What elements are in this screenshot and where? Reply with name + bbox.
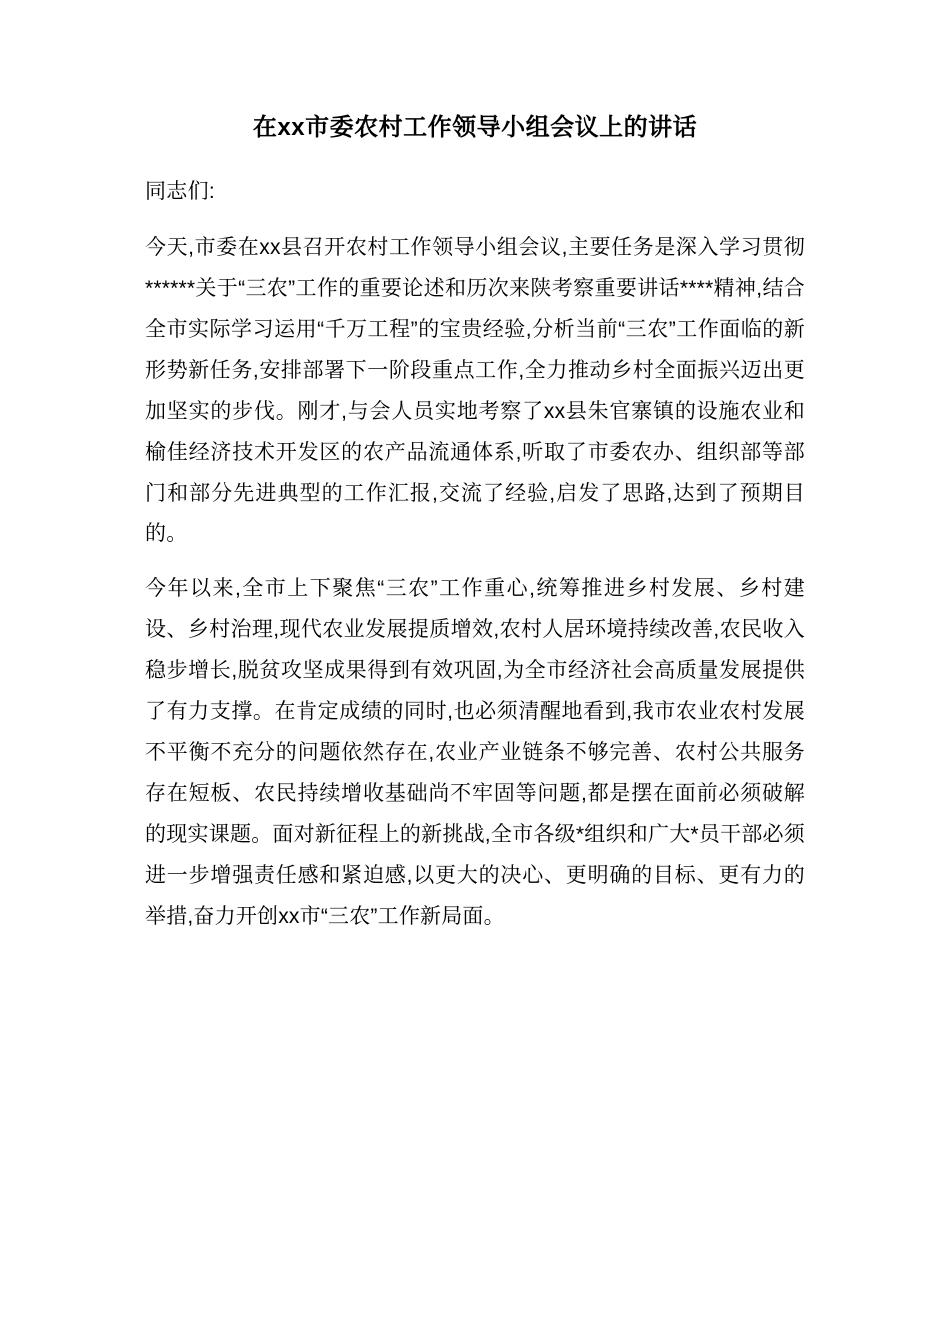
salutation: 同志们:: [145, 180, 216, 203]
page-title: 在xx市委农村工作领导小组会议上的讲话: [252, 114, 698, 141]
paragraph-1: 今天,市委在xx县召开农村工作领导小组会议,主要任务是深入学习贯彻******关于“三农”工作的重要论述和历次来陕考察重要讲话****精神,结合全市实际学习运用“千万工程”的宝贵经验,分析当前“三农”工作面临的新形势新任务,安排部署下一阶段重点工作,全力推动乡村全面振兴迈出更加坚实的步伐。刚才,与会人员实地考察了xx县朱官寨镇的设施农业和榆佳经济技术开发区的农产品流通体系,听取了市委农办、组织部等部门和部分先进典型的工作汇报,交流了经验,启发了思路,达到了预期目的。: [145, 235, 805, 546]
paragraph-2: 今年以来,全市上下聚焦“三农”工作重心,统筹推进乡村发展、乡村建设、乡村治理,现代农业发展提质增效,农村人居环境持续改善,农民收入稳步增长,脱贫攻坚成果得到有效巩固,为全市经济社会高质量发展提供了有力支撑。在肯定成绩的同时,也必须清醒地看到,我市农业农村发展不平衡不充分的问题依然存在,农业产业链条不够完善、农村公共服务存在短板、农民持续增收基础尚不牢固等问题,都是摆在面前必须破解的现实课题。面对新征程上的新挑战,全市各级*组织和广大*员干部必须进一步增强责任感和紧迫感,以更大的决心、更明确的目标、更有力的举措,奋力开创xx市“三农”工作新局面。: [145, 577, 805, 928]
